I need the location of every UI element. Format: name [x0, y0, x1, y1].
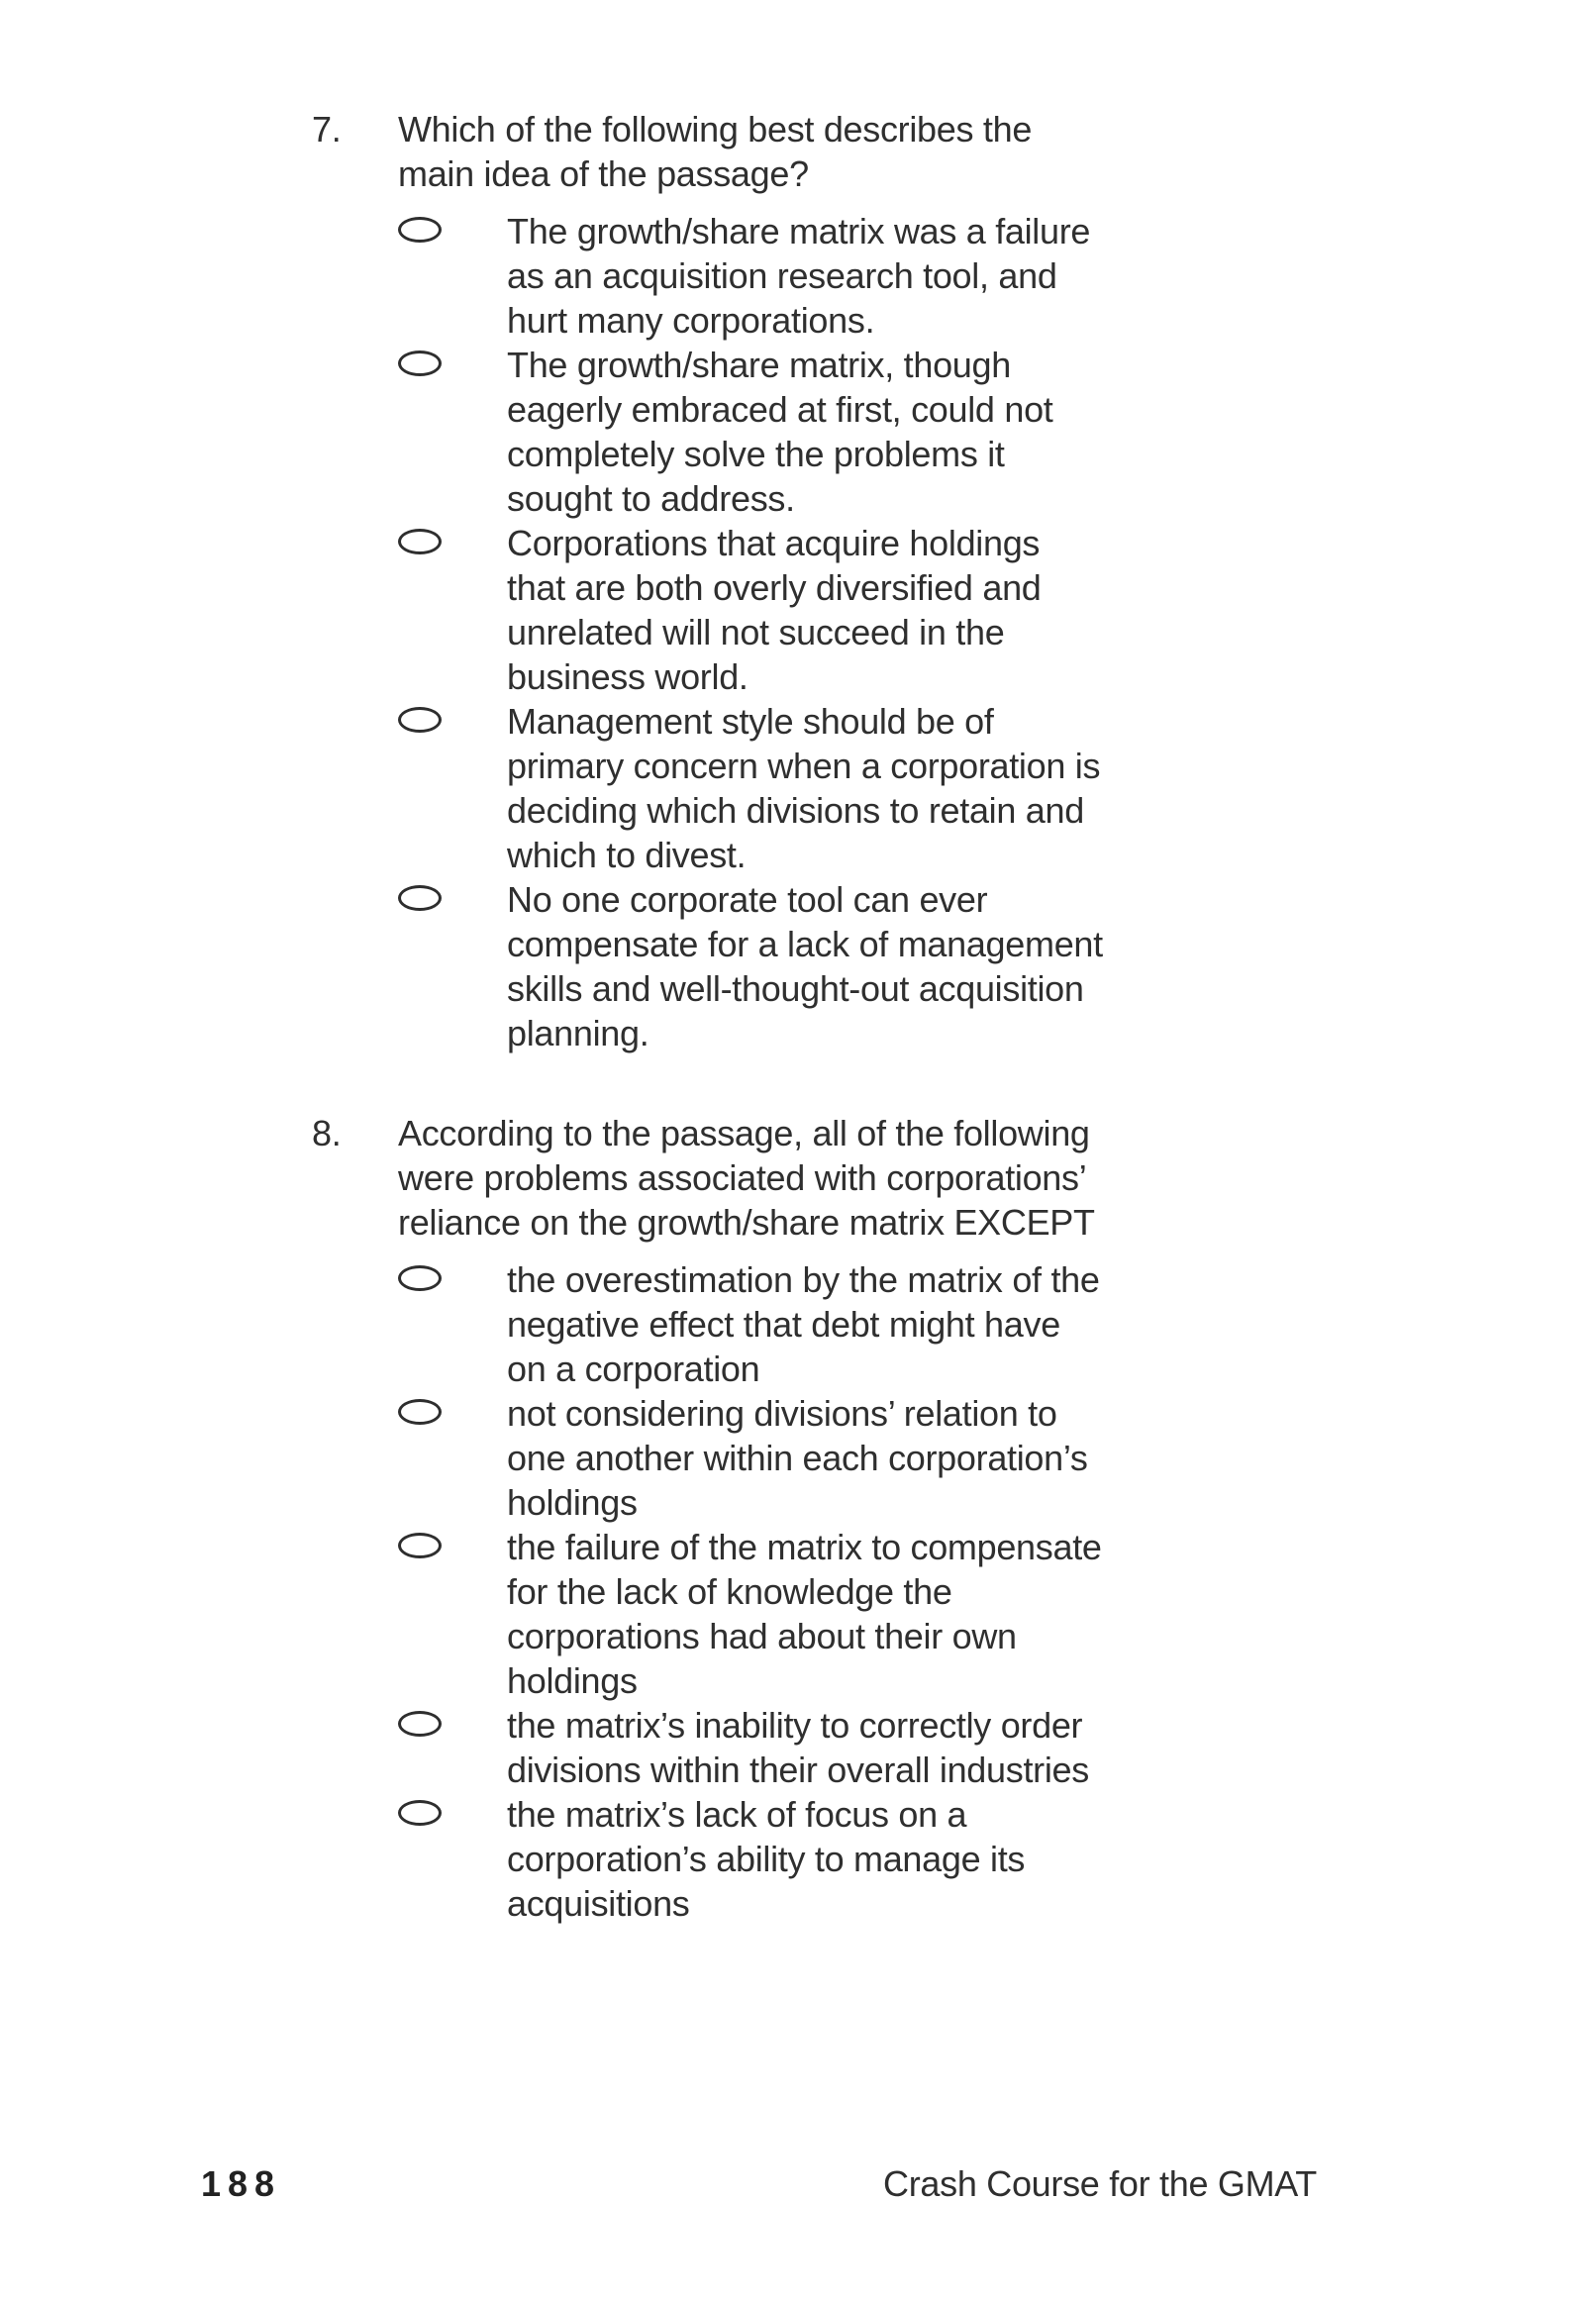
answer-options [398, 1257, 1150, 1926]
option-text: the failure of the matrix to compensate for the lack of knowledge the corporations had about their own holdings [507, 1527, 1102, 1701]
question-7 [312, 107, 1150, 1055]
answer-option[interactable] [398, 877, 1150, 1055]
option-text: not considering divisions’ relation to one another within each corporation’s holdings [507, 1393, 1088, 1523]
answer-bubble-icon[interactable] [398, 1800, 442, 1826]
option-text: the matrix’s lack of focus on a corporation’s ability to manage its acquisitions [507, 1794, 1026, 1924]
question-number: 8. [312, 1113, 342, 1153]
answer-option[interactable] [398, 1525, 1150, 1703]
answer-option[interactable] [398, 1391, 1150, 1525]
book-title: Crash Course for the GMAT [883, 2163, 1317, 2204]
answer-options [398, 209, 1150, 1055]
answer-option[interactable] [398, 209, 1150, 343]
question-text: According to the passage, all of the following were problems associated with corporations’ reliance on the growth/share matrix EXCEPT [398, 1113, 1095, 1243]
answer-bubble-icon[interactable] [398, 1533, 442, 1558]
answer-option[interactable] [398, 521, 1150, 699]
option-text: The growth/share matrix, though eagerly embraced at first, could not completely solve the problems it sought to address. [507, 345, 1053, 519]
option-text: Management style should be of primary concern when a corporation is deciding which divisions to retain and which to divest. [507, 701, 1101, 875]
option-text: the overestimation by the matrix of the negative effect that debt might have on a corporation [507, 1259, 1100, 1389]
answer-option[interactable] [398, 1703, 1150, 1792]
question-8 [312, 1111, 1150, 1926]
answer-bubble-icon[interactable] [398, 1399, 442, 1425]
option-text: The growth/share matrix was a failure as an acquisition research tool, and hurt many corporations. [507, 211, 1091, 341]
option-text: No one corporate tool can ever compensate for a lack of management skills and well-thought-out acquisition planning. [507, 879, 1103, 1053]
answer-bubble-icon[interactable] [398, 529, 442, 554]
option-text: Corporations that acquire holdings that are both overly diversified and unrelated will not succeed in the business world. [507, 523, 1042, 697]
answer-bubble-icon[interactable] [398, 885, 442, 911]
answer-option[interactable] [398, 1792, 1150, 1926]
answer-option[interactable] [398, 699, 1150, 877]
answer-bubble-icon[interactable] [398, 1265, 442, 1291]
question-number: 7. [312, 109, 342, 150]
answer-bubble-icon[interactable] [398, 217, 442, 243]
answer-bubble-icon[interactable] [398, 350, 442, 376]
option-text: the matrix’s inability to correctly order divisions within their overall industries [507, 1705, 1089, 1790]
answer-bubble-icon[interactable] [398, 707, 442, 733]
page-number: 188 [201, 2163, 282, 2204]
answer-option[interactable] [398, 1257, 1150, 1391]
answer-option[interactable] [398, 343, 1150, 521]
questions-section [312, 107, 1150, 1926]
page-footer [201, 2164, 1317, 2204]
question-text: Which of the following best describes the main idea of the passage? [398, 109, 1033, 194]
answer-bubble-icon[interactable] [398, 1711, 442, 1737]
